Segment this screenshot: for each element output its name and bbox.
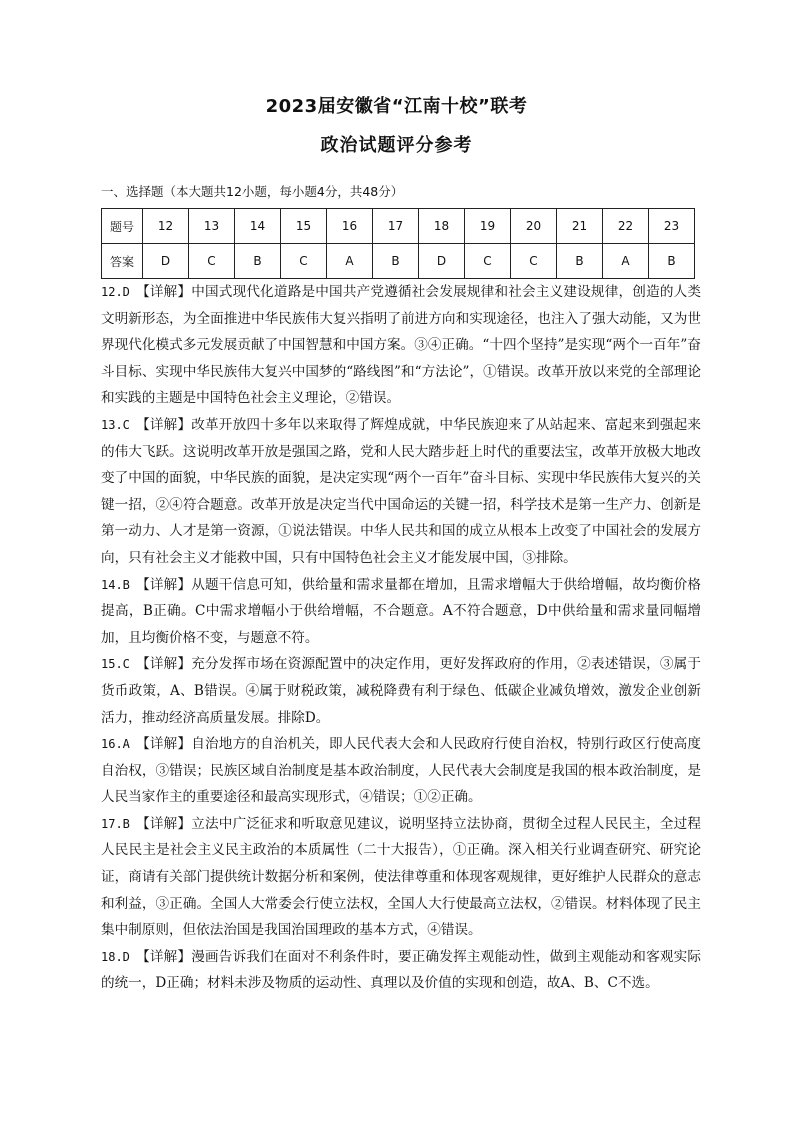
answer-cell: A [327, 244, 373, 279]
question-number-cell: 18 [419, 209, 465, 244]
item-tag: 【详解】 [135, 284, 192, 300]
item-text: 中国式现代化道路是中国共产党遵循社会发展规律和社会主义建设规律，创造的人类文明新形态，为全面推进中华民族伟大复兴指明了前进方向和实现途径，也注入了强大动能，又为世界现代化模式多元发展贡献了中国智慧和中国方案。③④正确。“十四个坚持”是实现“两个一百年”奋斗目标、实现中华民族伟大复兴中国梦的“路线图”和“方法论”，①错误。改革开放以来党的全部理论和实践的主题是中国特色社会主义理论，②错误。 [101, 284, 702, 407]
answer-cell: C [465, 244, 511, 279]
item-text: 改革开放四十多年以来取得了辉煌成就，中华民族迎来了从站起来、富起来到强起来的伟大飞跃。这说明改革开放是强国之路，党和人民大踏步赶上时代的重要法宝，改革开放极大地改变了中国的面貌，中华民族的面貌，是决定实现“两个一百年”奋斗目标、实现中华民族伟大复兴的关键一招，②④符合题意。改革开放是决定当代中国命运的关键一招，科学技术是第一生产力、创新是第一动力、人才是第一资源，①说法错误。中华人民共和国的成立从根本上改变了中国社会的发展方向，只有社会主义才能救中国，只有中国特色社会主义才能发展中国，③排除。 [101, 416, 702, 566]
explanation-item [101, 811, 701, 944]
answer-cell: B [373, 244, 419, 279]
item-text: 立法中广泛征求和听取意见建议，说明坚持立法协商，贯彻全过程人民民主，全过程人民民主是社会主义民主政治的本质属性（二十大报告），①正确。深入相关行业调查研究、研究论证，商请有关部门提供统计数据分析和案例，使法律尊重和体现客观规律，更好维护人民群众的意志和利益，③正确。全国人大常委会行使立法权，全国人大行使最高立法权，②错误。材料体现了民主集中制原则，但依法治国是我国治国理政的基本方式，④错误。 [101, 815, 702, 939]
item-number: 13.C [101, 417, 130, 432]
item-number: 18.D [101, 949, 130, 964]
item-tag: 【详解】 [135, 736, 192, 753]
item-tag: 【详解】 [135, 576, 192, 593]
explanation-item [101, 412, 701, 572]
item-text: 漫画告诉我们在面对不利条件时，要正确发挥主观能动性，做到主观能动和客观实际的统一，D正确；材料未涉及物质的运动性、真理以及价值的实现和创造，故A、B、C不选。 [101, 948, 702, 992]
explanation-item [101, 651, 701, 731]
answer-cell: C [189, 244, 235, 279]
document-subtitle: 政治试题评分参考 [320, 135, 473, 156]
item-text: 从题干信息可知，供给量和需求量都在增加，且需求增幅大于供给增幅，故均衡价格提高，B正确。C中需求增幅小于供给增幅，不合题意。A不符合题意，D中供给量和需求量同幅增加，且均衡价格不变，与题意不符。 [101, 576, 702, 646]
question-number-cell: 12 [143, 209, 189, 244]
question-number-cell: 19 [465, 209, 511, 244]
row-label-numbers: 题号 [102, 209, 143, 244]
item-number: 15.C [101, 657, 130, 672]
question-number-cell: 20 [511, 209, 557, 244]
answer-cell: B [557, 244, 603, 279]
item-tag: 【详解】 [135, 656, 192, 673]
item-number: 16.A [101, 737, 130, 752]
item-number: 12.D [101, 285, 130, 299]
answer-table [101, 208, 695, 279]
item-number: 14.B [101, 577, 130, 592]
explanation-item [101, 572, 701, 652]
explanation-item [101, 279, 701, 412]
question-number-cell: 14 [235, 209, 281, 244]
row-label-answers: 答案 [102, 244, 143, 279]
answer-cell: B [235, 244, 281, 279]
item-tag: 【详解】 [135, 416, 192, 433]
answer-row [102, 244, 695, 279]
question-number-cell: 22 [603, 209, 649, 244]
explanation-item [101, 731, 701, 811]
document-title: 2023届安徽省“江南十校”联考 [265, 96, 528, 117]
answer-cell: A [603, 244, 649, 279]
item-tag: 【详解】 [135, 948, 192, 965]
question-number-cell: 13 [189, 209, 235, 244]
section-heading: 一、选择题（本大题共12小题，每小题4分，共48分） [101, 184, 404, 199]
answer-cell: B [649, 244, 695, 279]
item-text: 自治地方的自治机关，即人民代表大会和人民政府行使自治权，特别行政区行使高度自治权，③错误；民族区域自治制度是基本政治制度，人民代表大会制度是我国的根本政治制度，是人民当家作主的重要途径和最高实现形式，④错误；①②正确。 [101, 736, 702, 806]
item-text: 充分发挥市场在资源配置中的决定作用，更好发挥政府的作用，②表述错误，③属于货币政策，A、B错误。④属于财税政策，减税降费有利于绿色、低碳企业减负增效，激发企业创新活力，推动经济高质量发展。排除D。 [101, 656, 702, 726]
question-number-cell: 17 [373, 209, 419, 244]
explanation-item [101, 944, 701, 997]
answer-cell: C [511, 244, 557, 279]
item-tag: 【详解】 [135, 815, 192, 832]
answer-cell: D [143, 244, 189, 279]
answer-cell: C [281, 244, 327, 279]
question-number-row [102, 209, 695, 244]
question-number-cell: 16 [327, 209, 373, 244]
explanations [101, 279, 701, 997]
question-number-cell: 23 [649, 209, 695, 244]
question-number-cell: 21 [557, 209, 603, 244]
question-number-cell: 15 [281, 209, 327, 244]
answer-cell: D [419, 244, 465, 279]
item-number: 17.B [101, 816, 130, 831]
